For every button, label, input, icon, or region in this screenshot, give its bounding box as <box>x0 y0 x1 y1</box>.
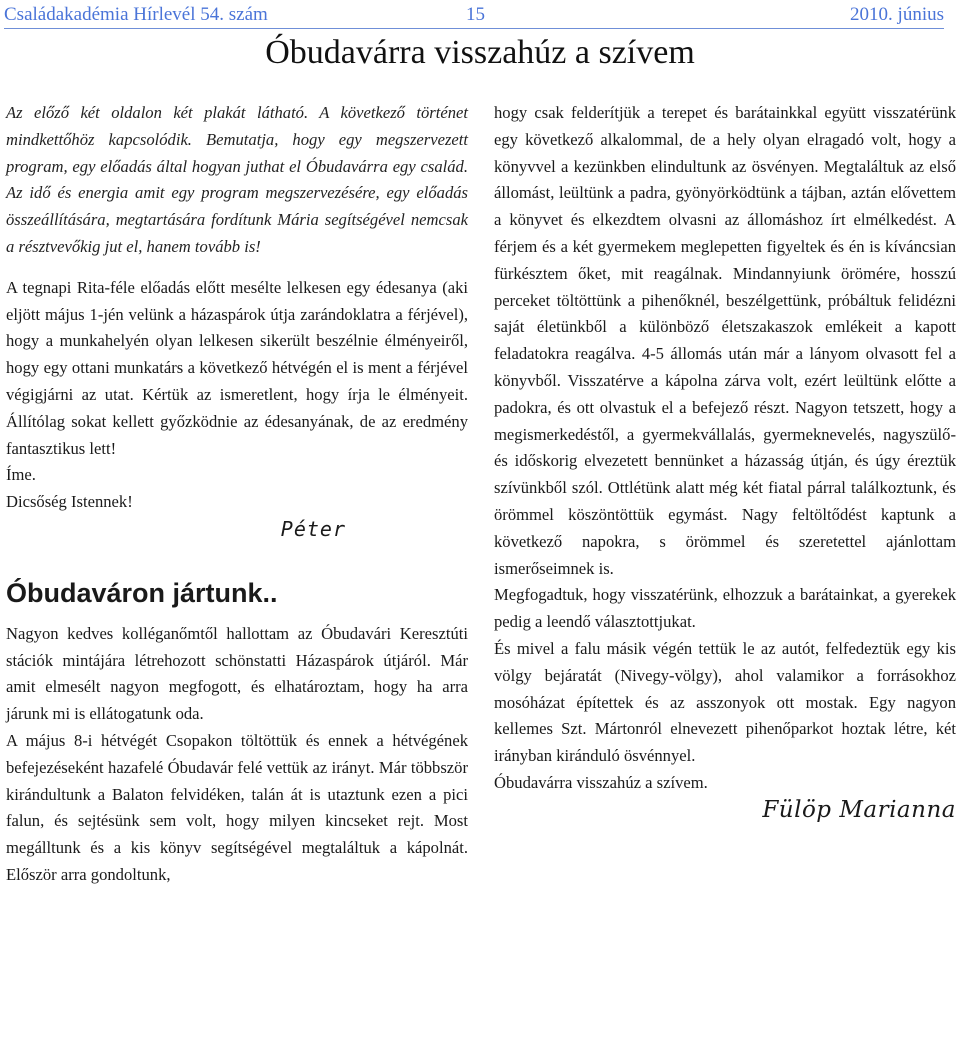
signature-fulop-marianna: Fülöp Marianna <box>762 796 956 823</box>
header-page-number: 15 <box>466 4 485 25</box>
intro-paragraph: Az előző két oldalon két plakát látható. A következő történet mindkettőhöz kapcsolódik. Bemutatja, hogy egy megszervezett program, egy előadás által hogyan juthat el Óbudavárra egy család. Az idő és energia amit egy program megszervezésére, egy előadás összeállítására, megtartására fordítunk Mária segítségével nemcsak a résztvevőkig jut el, hanem tovább is! <box>6 103 468 256</box>
story-paragraph-5: Megfogadtuk, hogy visszatérünk, elhozzuk a barátainkat, a gyerekek pedig a leendő választottjukat. <box>494 585 956 632</box>
left-column <box>6 100 468 889</box>
story-paragraph-6: És mivel a falu másik végén tettük le az autót, felfedeztük egy kis völgy bejáratát (Nivegy-völgy), ahol valamikor a forrásokhoz mosóházat építettek és az asszonyok ott mostak. Egy nagyon kellemes Szt. Mártonról elnevezett pihenőparkot hoztak létre, két irányban kiránduló ösvénnyel. <box>494 638 956 766</box>
story-paragraph-3: A május 8-i hétvégét Csopakon töltöttük és ennek a hétvégének befejezéseként hazafelé Óbudavár felé vettük az irányt. Már többször kirándultunk a Balaton felvidéken, talán át is utaztunk ezen a pici falun, és sejtésünk sem volt, hogy milyen kincseket rejt. Most megálltunk és a kis könyv segítségével megtaláltuk a kápolnát. Először arra gondoltunk, <box>6 730 468 884</box>
header-newsletter-name: Családakadémia Hírlevél 54. szám <box>4 4 268 25</box>
story-paragraph-4: hogy csak felderítjük a terepet és barátainkkal együtt visszatérünk egy következő alkalommal, de a hely olyan elragadó volt, hogy a könyvvel a kezünkben elindultunk az ösvényen. Megtaláltuk az első állomást, leültünk a padra, gyönyörködtünk a tájban, aztán elővettem a könyvet és elkezdtem olvasni az állomáshoz írt elmélkedést. A férjem és a két gyermekem meglepetten figyeltek és én is kíváncsian fürkésztem őket, mit reagálnak. Mindannyiunk örömére, hosszú perceket töltöttünk a pihenőknél, beszélgettünk, próbáltuk felidézni saját életünkből a különböző életszakaszok emlékeit a kapott feladatokra reagálva. 4-5 állomás után már a lányom olvasott fel a könyvből. Visszatérve a kápolna zárva volt, ezért leültünk előtte a padokra, és ott olvastuk el a befejező részt. Nagyon tetszett, hogy a megismerkedéstől, a gyermekvállalás, gyermeknevelés, nagyszülő- és időskorig elvezetett bennünket a házasság útján, és úgy éreztük szívünkből szól. Ottlétünk alatt még két fiatal párral találkoztunk, és örömmel köszöntöttük egymást. Nagy feltöltődést kaptunk a következő napokra, s örömmel és szeretettel ajánlottam ismerőseimnek is. <box>494 103 956 578</box>
line-ime: Íme. <box>6 465 36 485</box>
right-column <box>494 100 956 824</box>
section-title: Óbudaváron jártunk.. <box>6 577 278 608</box>
closing-line: Óbudavárra visszahúz a szívem. <box>494 772 708 792</box>
page-title: Óbudavárra visszahúz a szívem <box>265 34 695 71</box>
story-paragraph-1: A tegnapi Rita-féle előadás előtt mesélte lelkesen egy édesanya (aki eljött május 1-jén velünk a házaspárok útja zarándoklatra a férjével), hogy a munkahelyén olyan lelkesen sikerült beszélnie élményeiről, hogy egy ottani munkatárs a következő hétvégén el is ment a férjével végigjárni az utat. Kértük az ismeretlent, hogy írja le élményeit. Állítólag sokat kellett győzködnie az édesanyának, de az eredmény fantasztikus lett! <box>6 277 468 458</box>
line-dicsoseg: Dicsőség Istennek! <box>6 492 133 512</box>
signature-peter: Péter <box>280 516 346 541</box>
story-paragraph-2: Nagyon kedves kolléganőmtől hallottam az Óbudavári Keresztúti stációk mintájára létrehozott schönstatti Házaspárok útjáról. Már amit elmesélt nagyon megfogott, és elhatároztam, hogy ha arra járunk mi is ellátogatunk oda. <box>6 623 468 724</box>
header-date: 2010. június <box>850 4 944 25</box>
newsletter-header <box>4 2 944 29</box>
